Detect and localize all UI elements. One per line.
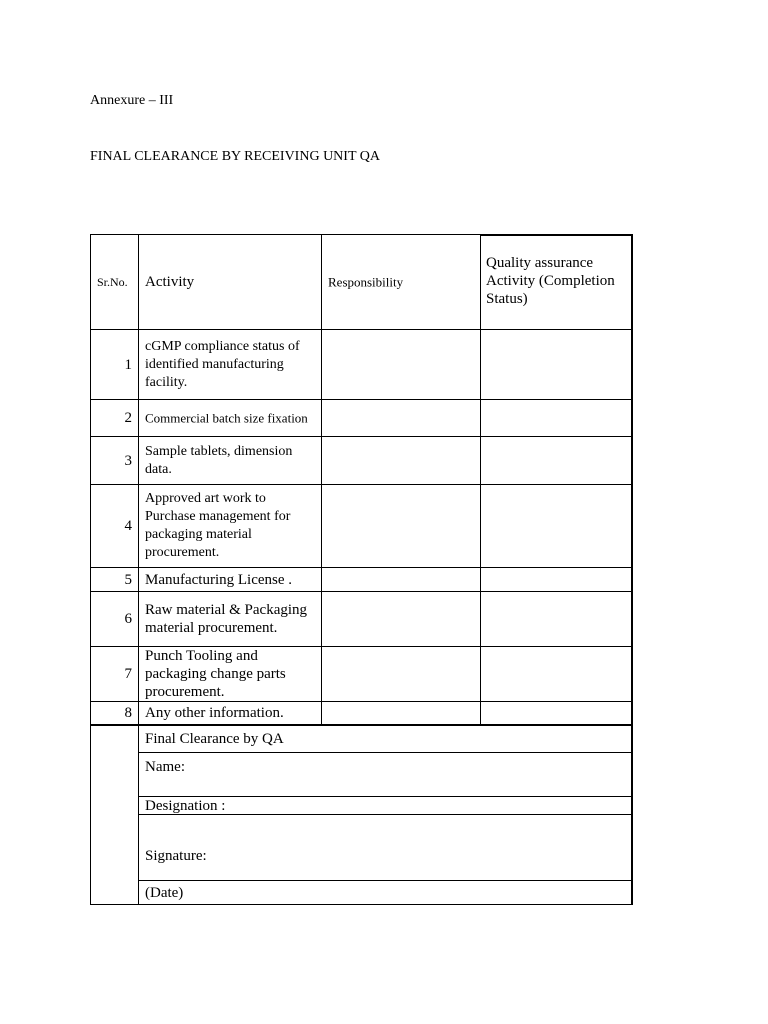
row-3-status-cell: [480, 436, 633, 485]
row-5-responsibility-cell: [321, 567, 481, 592]
row-6-activity-cell: [138, 591, 322, 647]
row-1-activity-cell: [138, 329, 322, 400]
row-4-activity: Approved art work to Purchase management for packaging material procurement.: [145, 491, 291, 560]
row-1-number-cell: [90, 329, 139, 400]
row-6-number-cell: [90, 591, 139, 647]
row-5-number: 5: [124, 571, 132, 588]
row-5-activity-cell: [138, 567, 322, 592]
header-qa-status-label: Quality assurance Activity (Completion Status): [486, 255, 615, 307]
row-7-status-cell: [480, 646, 633, 702]
row-2-activity: Commercial batch size fixation: [145, 410, 308, 426]
row-5-number-cell: [90, 567, 139, 592]
row-1-status-cell: [480, 329, 633, 400]
header-responsibility-label: Responsibility: [328, 274, 404, 290]
name-row: [138, 752, 633, 797]
row-8-status-cell: [480, 701, 633, 725]
header-sr-no-label: Sr.No.: [97, 275, 128, 289]
row-7-activity: Punch Tooling and packaging change parts procurement.: [145, 648, 286, 700]
row-4-responsibility-cell: [321, 484, 481, 568]
row-8-number: 8: [124, 705, 132, 721]
row-6-responsibility-cell: [321, 591, 481, 647]
name-label: Name:: [145, 759, 185, 775]
document-title: FINAL CLEARANCE BY RECEIVING UNIT QA: [90, 149, 380, 164]
row-7-activity-cell: [138, 646, 322, 702]
row-1-activity: cGMP compliance status of identified manufacturing facility.: [145, 338, 300, 390]
header-activity: [138, 234, 322, 330]
row-3-number: 3: [124, 452, 132, 469]
row-2-number-cell: [90, 399, 139, 437]
row-3-responsibility-cell: [321, 436, 481, 485]
row-4-number-cell: [90, 484, 139, 568]
row-7-number-cell: [90, 646, 139, 702]
final-clearance-label: Final Clearance by QA: [145, 731, 284, 747]
header-responsibility: [321, 234, 481, 330]
row-8-activity-cell: [138, 701, 322, 725]
signature-row: [138, 815, 633, 881]
row-1-number: 1: [124, 356, 132, 373]
signoff-left-spacer: [90, 724, 139, 905]
row-8-activity: Any other information.: [145, 705, 284, 721]
row-2-responsibility-cell: [321, 399, 481, 437]
row-4-status-cell: [480, 484, 633, 568]
row-2-status-cell: [480, 399, 633, 437]
header-sr-no: [90, 234, 139, 330]
row-6-activity: Raw material & Packaging material procurement.: [145, 602, 308, 636]
designation-label: Designation :: [145, 798, 226, 814]
row-5-status-cell: [480, 567, 633, 592]
header-activity-label: Activity: [145, 274, 195, 290]
designation-row: [138, 796, 633, 816]
row-8-responsibility-cell: [321, 701, 481, 725]
row-4-activity-cell: [138, 484, 322, 568]
row-7-number: 7: [124, 666, 132, 682]
annexure-label: Annexure – III: [90, 93, 174, 108]
final-clearance-row: [138, 724, 633, 753]
row-3-activity: Sample tablets, dimension data.: [145, 443, 293, 477]
date-row: [138, 880, 633, 905]
row-4-number: 4: [124, 518, 132, 534]
row-2-activity-cell: [138, 399, 322, 437]
row-3-number-cell: [90, 436, 139, 485]
row-6-status-cell: [480, 591, 633, 647]
row-1-responsibility-cell: [321, 329, 481, 400]
date-label: (Date): [145, 884, 184, 901]
row-8-number-cell: [90, 701, 139, 725]
row-3-activity-cell: [138, 436, 322, 485]
row-7-responsibility-cell: [321, 646, 481, 702]
row-2-number: 2: [124, 410, 132, 426]
row-6-number: 6: [124, 611, 132, 627]
header-qa-status: [480, 234, 633, 330]
signature-label: Signature:: [145, 848, 207, 864]
row-5-activity: Manufacturing License .: [145, 571, 293, 588]
